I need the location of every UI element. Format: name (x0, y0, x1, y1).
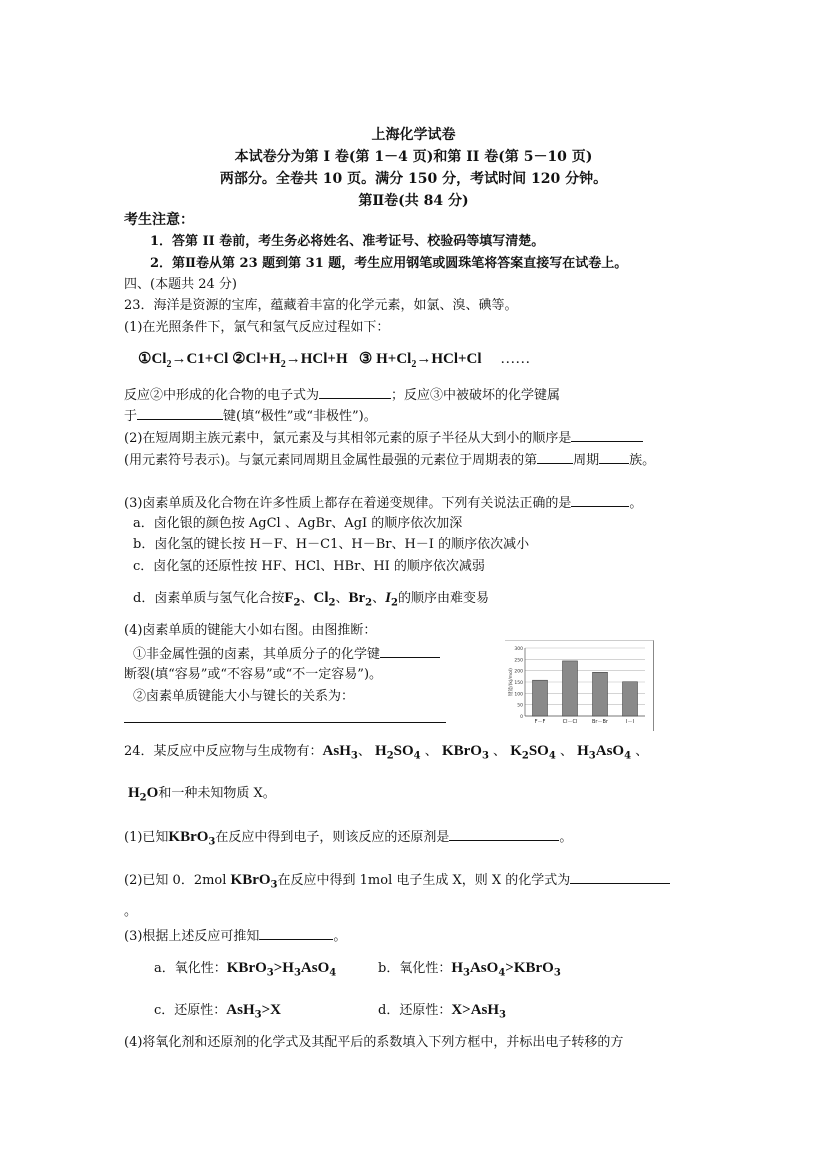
sub: 3 (266, 967, 274, 979)
q24-part1 (124, 827, 572, 852)
y-tick-label: 100 (514, 692, 523, 698)
sub: 3 (270, 879, 278, 891)
sep: 、 (493, 744, 507, 759)
text: 。 (559, 830, 573, 845)
text: 族。 (629, 453, 656, 468)
notice-item-1: 1．答第 II 卷前，考生务必将姓名、准考证号、校验码等填写清楚。 (150, 234, 545, 249)
sub: 2 (280, 359, 286, 370)
sub: 4 (329, 967, 337, 979)
formula: SO (528, 743, 549, 759)
sep: 、 (335, 591, 349, 606)
answer-blank[interactable] (380, 644, 440, 658)
sep: 、 (424, 744, 438, 759)
text: (2)已知 0．2mol (124, 873, 227, 888)
x-tick-label: F－F (534, 719, 546, 725)
x-tick-label: Cl－Cl (562, 719, 578, 725)
y-tick-label: 0 (520, 715, 523, 720)
sub: 2 (365, 597, 373, 609)
formula: KBrO (168, 829, 209, 845)
text: 键(填“极性”或“非极性”)。 (223, 409, 377, 424)
sub: 2 (166, 359, 172, 370)
q24-option-d (378, 1001, 506, 1025)
sub: 3 (481, 750, 489, 762)
y-tick-label: 250 (514, 658, 523, 664)
q24-part3 (124, 926, 346, 946)
eq2-left: ②Cl+H (232, 351, 281, 367)
sep: 、 (357, 744, 371, 759)
q23-option-a: a．卤化银的颜色按 AgCl 、AgBr、AgI 的顺序依次加深 (133, 516, 463, 531)
formula: X>AsH (451, 1002, 500, 1018)
q23-part3 (124, 493, 642, 513)
chart-frame (505, 640, 654, 731)
answer-blank[interactable] (537, 450, 573, 464)
text: ；反应③中被破坏的化学键属 (391, 388, 561, 403)
answer-blank[interactable] (599, 450, 629, 464)
formula: >X (261, 1002, 281, 1018)
sub: 3 (553, 967, 561, 979)
q24-option-a (154, 959, 336, 983)
text: 的顺序由难变易 (397, 591, 489, 606)
eq1-right: →C1+Cl (171, 351, 229, 367)
q23-part4: (4)卤素单质的键能大小如右图。由图推断： (124, 623, 377, 638)
sub: 4 (498, 967, 506, 979)
q23-option-c: c．卤化氢的还原性按 HF、HCl、HBr、HI 的顺序依次减弱 (133, 559, 485, 574)
formula: >KBrO (505, 960, 554, 976)
q24-part4: (4)将氧化剂和还原剂的化学式及其配平后的系数填入下列方框中，并标出电子转移的方 (124, 1035, 624, 1050)
answer-blank[interactable] (319, 385, 391, 399)
q24-part2 (124, 870, 670, 895)
formula: K (510, 743, 522, 759)
text: 在反应中得到 1mol 电子生成 X，则 X 的化学式为 (277, 873, 571, 888)
q23-part2-b (124, 450, 655, 470)
sub: 2 (139, 792, 147, 804)
answer-blank[interactable] (449, 827, 559, 841)
formula: I (385, 590, 391, 606)
text: (1)已知 (124, 830, 169, 845)
sub: 2 (328, 597, 336, 609)
sep: 、 (559, 744, 573, 759)
q23-part4-c: ②卤素单质键能大小与键长的关系为： (133, 689, 355, 704)
eq3-right: →HCl+Cl (416, 351, 482, 367)
q23-part1-a (124, 385, 560, 405)
ellipsis: …… (500, 351, 531, 367)
formula: H (128, 785, 140, 801)
header-line-1: 本试卷分为第 I 卷(第 1－4 页)和第 II 卷(第 5－10 页) (234, 149, 593, 165)
text: (2)在短周期主族元素中，氯元素及与其相邻元素的原子半径从大到小的顺序是 (124, 431, 572, 446)
formula: H (375, 743, 387, 759)
eq1-left: ①Cl (138, 351, 167, 367)
formula: >H (273, 960, 294, 976)
text: d．还原性： (378, 1003, 452, 1018)
q23-option-d (133, 589, 489, 613)
y-tick-label: 50 (517, 703, 523, 709)
q24-stem-2 (128, 784, 276, 808)
sub: 2 (386, 750, 394, 762)
bond-energy-chart (505, 640, 655, 732)
text: a．氧化性： (154, 961, 227, 976)
q24-stem (124, 742, 648, 766)
text: (3)根据上述反应可推知 (124, 929, 260, 944)
q23-part1: (1)在光照条件下，氯气和氢气反应过程如下： (124, 320, 390, 335)
text: 。 (629, 496, 643, 511)
x-tick-label: I－I (626, 719, 634, 725)
answer-blank[interactable] (124, 709, 446, 723)
sub: 4 (624, 750, 632, 762)
text: c．还原性： (154, 1003, 227, 1018)
text: 于 (124, 409, 138, 424)
header-line-3: 第Ⅱ卷(共 84 分) (358, 193, 469, 209)
sub: 3 (254, 1009, 262, 1021)
formula: AsO (469, 960, 499, 976)
formula: AsO (595, 743, 625, 759)
y-tick-label: 150 (514, 681, 523, 686)
q23-part2-a (124, 428, 643, 448)
formula: AsH (322, 743, 351, 759)
text: ①非金属性强的卤素，其单质分子的化学键 (133, 647, 381, 662)
formula: H (577, 743, 589, 759)
formula: AsH (226, 1002, 255, 1018)
text: 和一种未知物质 X。 (158, 786, 276, 801)
text: 反应②中形成的化合物的电子式为 (124, 388, 320, 403)
formula: AsO (300, 960, 330, 976)
formula: O (146, 785, 159, 801)
answer-blank[interactable] (571, 493, 629, 507)
y-tick-label: 200 (514, 669, 523, 675)
sep: 、 (300, 591, 314, 606)
text: b．氧化性： (378, 961, 452, 976)
section-heading: 四、(本题共 24 分) (124, 277, 237, 292)
sub: 2 (293, 597, 301, 609)
formula: KBrO (441, 743, 482, 759)
formula: Cl (313, 590, 329, 606)
x-tick-label: Br－Br (592, 719, 608, 725)
q23-part1-b (124, 406, 377, 426)
q23-part4-a (133, 644, 440, 664)
text: 24．某反应中反应物与生成物有： (124, 744, 323, 759)
answer-blank[interactable] (571, 428, 643, 442)
page-title: 上海化学试卷 (371, 127, 456, 143)
eq2-right: →HCl+H (285, 351, 348, 367)
sep: 、 (635, 744, 649, 759)
sub: 4 (413, 750, 421, 762)
q23-equations (138, 350, 530, 374)
formula: H (451, 960, 463, 976)
formula: F (284, 590, 294, 606)
q24-option-b (378, 959, 561, 983)
q24-part2-end: 。 (124, 904, 138, 919)
text: 周期 (573, 453, 600, 468)
text: d．卤素单质与氢气化合按 (133, 591, 285, 606)
sub: 3 (208, 836, 216, 848)
sub: 3 (463, 967, 470, 979)
formula: SO (393, 743, 414, 759)
notice-heading: 考生注意： (124, 212, 194, 228)
answer-blank[interactable] (259, 926, 333, 940)
notice-item-2: 2．第Ⅱ卷从第 23 题到第 31 题，考生应用钢笔或圆珠笔将答案直接写在试卷上。 (150, 256, 628, 271)
sub: 2 (390, 597, 398, 609)
sep: 、 (372, 591, 386, 606)
y-tick-label: 300 (514, 647, 523, 652)
sub: 3 (350, 750, 358, 762)
sub: 3 (293, 967, 301, 979)
q23-option-b: b．卤化氢的键长按 H－F、H－C1、H－Br、H－I 的顺序依次减小 (133, 537, 530, 552)
y-axis-label: 键能/(kJ/mol) (509, 668, 514, 696)
sub: 3 (499, 1009, 507, 1021)
formula: KBrO (230, 872, 271, 888)
text: 在反应中得到电子，则该反应的还原剂是 (215, 830, 450, 845)
answer-blank[interactable] (137, 406, 223, 420)
text: (3)卤素单质及化合物在许多性质上都存在着递变规律。下列有关说法正确的是 (124, 496, 572, 511)
q23-part4-b: 断裂(填“容易”或“不容易”或“不一定容易”)。 (124, 667, 383, 682)
q23-stem: 23．海洋是资源的宝库，蕴藏着丰富的化学元素，如氯、溴、碘等。 (124, 298, 518, 313)
answer-blank[interactable] (570, 870, 670, 884)
formula: KBrO (226, 960, 267, 976)
text: (用元素符号表示)。与氯元素同周期且金属性最强的元素位于周期表的第 (124, 453, 538, 468)
text: 。 (333, 929, 347, 944)
sub: 2 (521, 750, 529, 762)
sub: 4 (548, 750, 556, 762)
eq3-left: ③ H+Cl (358, 351, 412, 367)
sub: 3 (588, 750, 596, 762)
q24-option-c (154, 1001, 281, 1025)
header-line-2: 两部分。全卷共 10 页。满分 150 分，考试时间 120 分钟。 (219, 171, 608, 187)
formula: Br (348, 590, 366, 606)
q23-part4-line (124, 709, 446, 729)
sub: 2 (411, 359, 417, 370)
